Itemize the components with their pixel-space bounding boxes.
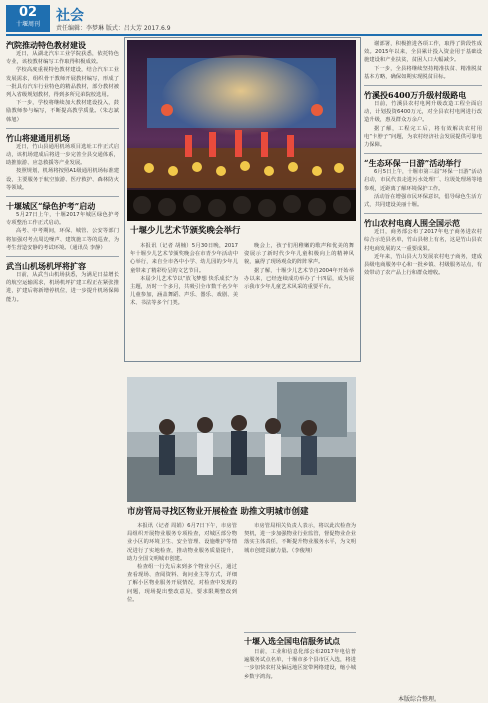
feature-text-left	[130, 242, 238, 308]
masthead	[0, 0, 488, 34]
article-headline: 十堰城区“绿色护考”启动	[6, 201, 96, 212]
divider	[364, 85, 482, 86]
divider	[364, 153, 482, 154]
article-paragraph: 检查组一行先后来到多个物业小区，通过查看现场、查阅资料、询问业主等方式，详细了解小区物业服务开展情况，对检查中发现的问题，现场提出整改意见，要求限期整改到位。	[127, 564, 237, 603]
article-paragraph: 谢部署，积极推进各项工作，取得了阶段性成效。2015年以来，全县累计投入资金用于基础设施建设和产业扶贫，贫困人口大幅减少。	[364, 41, 482, 64]
article-paragraph: 日前，工业和信息化部公布2017年电信普遍服务试点名单，十堰市多个县市区入选，将进一步加快农村及偏远地区宽带网络建设，缩小城乡数字鸿沟。	[244, 649, 356, 680]
article-paragraph: 下一步，全县将继续坚持精准扶贫、精准脱贫基本方略，确保如期实现脱贫目标。	[364, 65, 482, 80]
stage-photo-illustration	[127, 40, 356, 221]
article-headline: 汽院推动特色教材建设	[6, 40, 86, 50]
right-column	[364, 40, 482, 277]
inspection-text-right	[244, 522, 356, 555]
telecom-text	[244, 648, 356, 681]
divider	[6, 256, 119, 257]
article-headline: 竹溪投6400万升级村级路电	[364, 90, 467, 101]
telecom-headline: 十堰入选全国电信服务试点	[244, 636, 340, 646]
brand-name: 十堰周刊	[15, 21, 40, 28]
article-paragraph: 本报讯（记者 胡楠）5月30日晚，2017年十堰少儿艺术节颁奖晚会在市青少年活动中心举行，来自全市各中小学、幼儿园的少年儿童带来了精彩纷呈的文艺节目。	[130, 243, 238, 274]
inspection-photo	[127, 377, 356, 502]
article-paragraph: 日前，从武当山机场获悉，为满足日益增长的航空运输需求，机场机坪扩建工程正在紧张推进，扩建后将新增停机位，进一步提升机场保障能力。	[6, 272, 119, 303]
feature-text-right	[244, 242, 354, 291]
inspection-text-left	[127, 522, 237, 604]
article-paragraph: 按照规划，机场将按照A1级通用机场标准建设，主要服务于航空旅游、医疗救护、森林防火等领域。	[6, 168, 119, 191]
divider	[364, 213, 482, 214]
article-paragraph: 学校高度重视特色教材建设，结合汽车工业发展需求，组织骨干教师开展教材编写，形成了一批具有汽车行业特色的精品教材，部分教材被列入省级规划教材，得到多所兄弟院校选用。	[6, 67, 119, 99]
left-column	[6, 40, 119, 304]
article-paragraph: 据了解，十堰少儿艺术节自2004年开始举办以来，已经连续成功举办了十四届，成为展示我市少年儿童艺术风采的重要平台。	[244, 267, 354, 291]
article-paragraph: 本报讯（记者 周娟）6月7日下午，市房管局组织开展物业服务专项检查，对城区部分物业小区的环境卫生、安全管理、设施维护等情况进行了实地检查，推动物业服务质量提升，助力全国文明城市创建。	[127, 523, 237, 562]
article-paragraph: 6月5日上午，十堰市第三届“环保一日游”活动启动，市民代表走进污水处理厂、垃圾处理场等地参观，近距离了解环境保护工作。	[364, 169, 482, 192]
divider	[6, 196, 119, 197]
article-paragraph: 近年来，竹山县大力发展农村电子商务，建成县级电商服务中心和一批乡镇、村级服务站点，有效带动了农产品上行和群众增收。	[364, 253, 482, 277]
divider	[244, 632, 356, 633]
article-paragraph: 本届少儿艺术节以“放飞梦想 快乐成长”为主题，历时一个多月，共吸引全市数千名少年儿童参加，涵盖舞蹈、声乐、器乐、戏剧、美术、书法等多个门类。	[130, 275, 238, 307]
section-title: 社会	[56, 8, 84, 24]
article-headline: 竹山将建通用机场	[6, 132, 70, 143]
article-paragraph: 下一步，学校将继续加大教材建设投入，鼓励教师参与编写，不断提高教学质量。（朱志斌 韩旭）	[6, 100, 119, 123]
footer-note: 本版综合整理。	[398, 696, 441, 703]
article-paragraph: 高考、中考期间，环保、城管、公安等部门将加强对考点周边噪声、建筑施工等的巡查，为考生营造安静的考试环境。（通讯员 李静）	[6, 228, 119, 251]
header-rule	[6, 34, 482, 36]
article-headline: 武当山机场机坪将扩容	[6, 261, 86, 272]
article-headline: 竹山农村电商人围全国示范	[364, 218, 460, 229]
page-number: 02	[18, 5, 38, 20]
article-paragraph: 5月27日上午，十堰2017年城区绿色护考专项整治工作正式启动。	[6, 212, 119, 227]
article-paragraph: 据了解，工程完工后，将有效解决农村用电“卡脖子”问题，为农村经济社会发展提供可靠电力保障。	[364, 125, 482, 149]
article-headline: “生态环保一日游”活动举行	[364, 158, 462, 169]
divider	[6, 128, 119, 129]
page-number-badge	[6, 5, 50, 32]
inspection-photo-illustration	[127, 377, 356, 502]
article-paragraph: 活动旨在增强市民环保意识，倡导绿色生活方式，共同建设美丽十堰。	[364, 193, 482, 209]
feature-headline: 十堰少儿艺术节颁奖晚会举行	[130, 226, 241, 236]
article-paragraph: 晚会上，孩子们用稚嫩的歌声和优美的舞姿展示了新时代少年儿童积极向上的精神风貌，赢得了现场观众的阵阵掌声。	[244, 243, 354, 266]
article-paragraph: 近日，从湖北汽车工业学院获悉，依托特色专业，该校教材编写工作取得积极成效。	[6, 51, 119, 66]
stage-performance-photo	[127, 40, 356, 221]
inspection-headline: 市房管局寻找区物业开展检查 助推文明城市创建	[127, 507, 309, 517]
article-paragraph: 市房管局相关负责人表示，将以此次检查为契机，进一步加强物业行业监管，督促物业企业落实主体责任，不断提升物业服务水平，为文明城市创建贡献力量。（李俊翔）	[244, 523, 356, 554]
article-paragraph: 近日，竹山县通用机场项目选址工作正式启动，该机场建成后将进一步完善全县交通体系，助推旅游、应急救援等产业发展。	[6, 143, 119, 167]
editor-credits: 责任编辑：李梦琳 版式：吕大芳 2017.6.9	[56, 25, 171, 32]
article-paragraph: 日前，竹溪县农村电网升级改造工程全面启动，计划投资6400万元，对全县农村电网进行改造升级，惠及群众万余户。	[364, 101, 482, 124]
article-paragraph: 近日，商务部公布了2017年电子商务进农村综合示范县名单，竹山县榜上有名，这是竹山县农村电商发展的又一重要成果。	[364, 229, 482, 252]
